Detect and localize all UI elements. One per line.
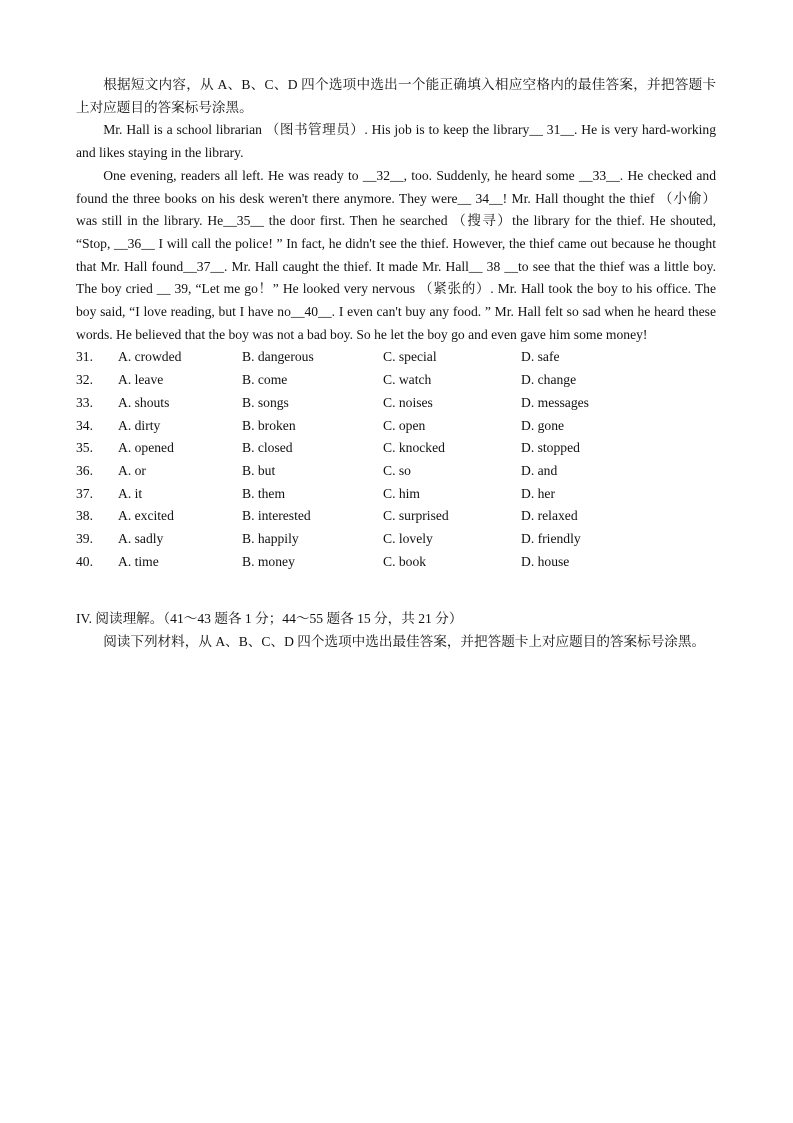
question-number: 39. <box>76 530 93 546</box>
cloze-options <box>76 346 716 573</box>
question-number: 33. <box>76 394 93 410</box>
question-number: 32. <box>76 372 93 388</box>
reading-section-title: IV. 阅读理解。（41～43 题各 1 分；44～55 题各 15 分，共 21 分） <box>76 611 463 627</box>
option-d: D. gone <box>521 417 565 433</box>
question-number: 37. <box>76 485 93 501</box>
option-b: B. come <box>242 372 288 388</box>
question-number: 35. <box>76 440 93 456</box>
cloze-passage-paragraph-2: One evening, readers all left. He was ready to __32__, too. Suddenly, he heard some __33__. He checked and found the three books on his desk weren't there anymore. They were__ 34__! Mr. Hall thought the thief （小偷）was still in the library. He__35__ the door first. Then he searched （搜寻）the library for the thief. He shouted, “Stop, __36__ I will call the police! ” In fact, he didn't see the thief. However, the thief came out because he thought that Mr. Hall found__37__. Mr. Hall caught the thief. It made Mr. Hall__ 38 __to see that the thief was a little boy. The boy cried __ 39, “Let me go！” He looked very nervous （紧张的）. Mr. Hall took the boy to his office. The boy said, “I love reading, but I have no__40__. I even can't buy any food. ” Mr. Hall felt so sad when he heard these words. He believed that the boy was not a bad boy. So he let the boy go and even gave him some money! <box>76 167 716 342</box>
option-row <box>76 415 716 438</box>
option-b: B. songs <box>242 394 289 410</box>
option-d: D. friendly <box>521 530 581 546</box>
option-d: D. change <box>521 372 577 388</box>
option-a: A. crowded <box>118 349 182 365</box>
option-a: A. or <box>118 462 146 478</box>
option-row <box>76 483 716 506</box>
question-number: 40. <box>76 553 93 569</box>
option-d: D. stopped <box>521 440 580 456</box>
option-c: C. lovely <box>383 530 433 546</box>
question-number: 38. <box>76 508 93 524</box>
option-row <box>76 460 716 483</box>
option-d: D. her <box>521 485 555 501</box>
option-b: B. closed <box>242 440 293 456</box>
option-b: B. happily <box>242 530 299 546</box>
option-b: B. broken <box>242 417 296 433</box>
reading-instruction: 阅读下列材料，从 A、B、C、D 四个选项中选出最佳答案，并把答题卡上对应题目的答案标号涂黑。 <box>103 634 706 650</box>
cloze-instruction: 根据短文内容，从 A、B、C、D 四个选项中选出一个能正确填入相应空格内的最佳答案，并把答题卡上对应题目的答案标号涂黑。 <box>76 77 716 115</box>
option-a: A. shouts <box>118 394 170 410</box>
option-c: C. open <box>383 417 426 433</box>
section-spacer <box>76 573 716 608</box>
option-c: C. him <box>383 485 421 501</box>
option-a: A. leave <box>118 372 164 388</box>
option-row <box>76 528 716 551</box>
question-number: 36. <box>76 462 93 478</box>
option-a: A. opened <box>118 440 174 456</box>
option-a: A. dirty <box>118 417 161 433</box>
option-c: C. watch <box>383 372 432 388</box>
exam-page <box>76 74 716 654</box>
option-a: A. sadly <box>118 530 164 546</box>
option-b: B. them <box>242 485 286 501</box>
option-c: C. knocked <box>383 440 445 456</box>
option-c: C. surprised <box>383 508 449 524</box>
cloze-passage-paragraph-1: Mr. Hall is a school librarian （图书管理员）. His job is to keep the library__ 31__. He is very hard-working and likes staying in the library. <box>76 122 716 161</box>
option-c: C. so <box>383 462 411 478</box>
option-d: D. relaxed <box>521 508 578 524</box>
option-c: C. special <box>383 349 437 365</box>
option-d: D. safe <box>521 349 560 365</box>
option-d: D. messages <box>521 394 589 410</box>
option-d: D. and <box>521 462 558 478</box>
question-number: 31. <box>76 349 93 365</box>
option-row <box>76 346 716 369</box>
option-row <box>76 369 716 392</box>
option-d: D. house <box>521 553 570 569</box>
option-row <box>76 505 716 528</box>
option-b: B. money <box>242 553 295 569</box>
option-a: A. excited <box>118 508 174 524</box>
option-row <box>76 437 716 460</box>
option-b: B. dangerous <box>242 349 314 365</box>
option-b: B. but <box>242 462 276 478</box>
option-a: A. it <box>118 485 143 501</box>
option-row <box>76 392 716 415</box>
option-c: C. book <box>383 553 427 569</box>
option-c: C. noises <box>383 394 433 410</box>
option-a: A. time <box>118 553 159 569</box>
option-row <box>76 551 716 574</box>
option-b: B. interested <box>242 508 311 524</box>
question-number: 34. <box>76 417 93 433</box>
